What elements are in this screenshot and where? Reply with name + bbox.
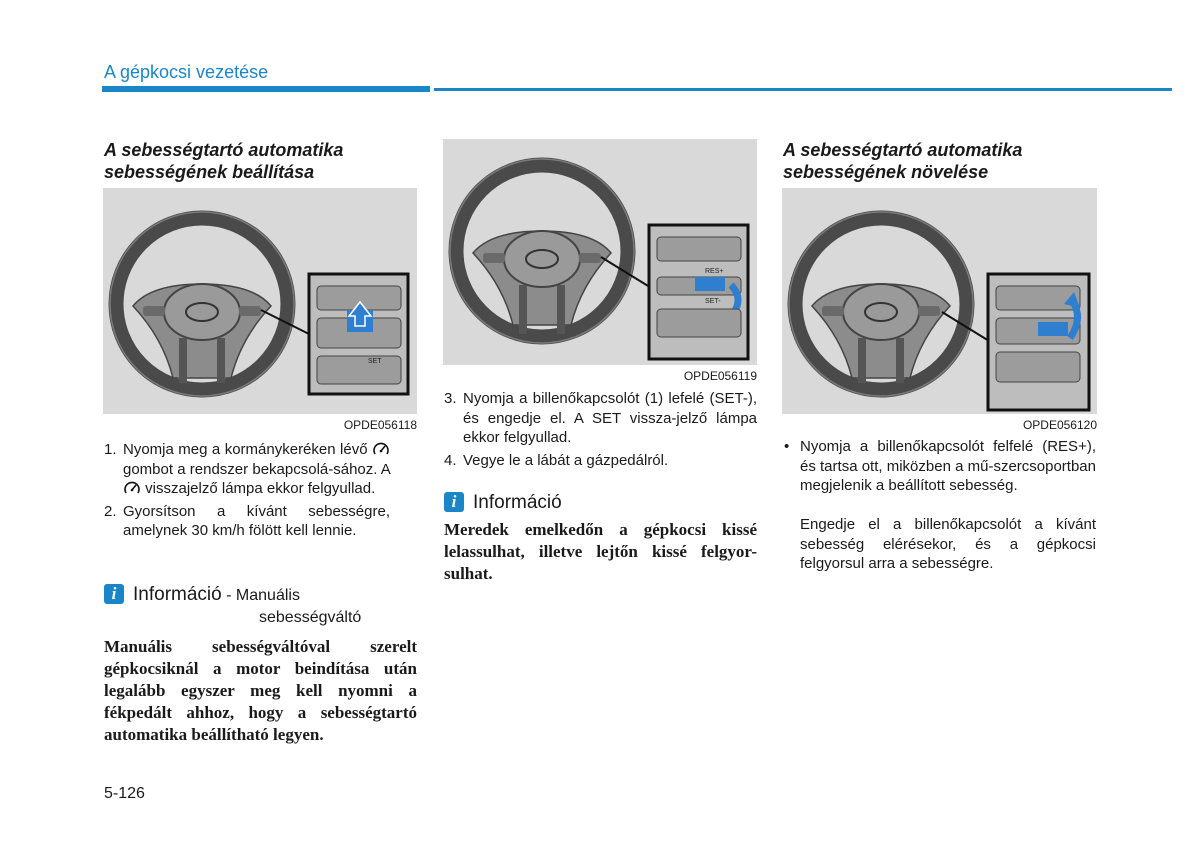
info-icon: i	[444, 492, 464, 512]
info-box-manual: i Információ - Manuális sebességváltó	[104, 584, 404, 627]
svg-text:SET-: SET-	[705, 298, 721, 305]
figure-code: OPDE056120	[1022, 418, 1097, 432]
cruise-speedometer-icon	[123, 480, 141, 496]
steering-wheel-illustration	[110, 212, 294, 396]
switch-panel-inset	[309, 274, 408, 394]
figure-code: OPDE056118	[343, 418, 417, 432]
svg-text:RES+: RES+	[705, 268, 724, 275]
figure-steering-wheel-res-plus	[782, 188, 1097, 414]
info-label: Információ	[133, 584, 222, 605]
info-body-manual: Manuális sebességváltóval szerelt gépkocsiknál a motor beindítása után legalább egyszer meg kell nyomni a fékpedált ahhoz, hogy a sebességtartó automatika beállítható legyen.	[104, 637, 417, 744]
bullet-list	[784, 437, 1096, 499]
info-icon: i	[104, 584, 124, 604]
figure-code: OPDE056119	[683, 369, 757, 383]
info-box-slope	[444, 492, 744, 514]
steering-wheel-illustration	[450, 159, 634, 343]
heading-speed-increase: A sebességtartó automatika sebességének növelése	[783, 140, 1023, 182]
paragraph-release: Engedje el a billenőkapcsolót a kívánt sebesség elérésekor, és a gépkocsi felgyorsul arra a sebességre.	[800, 516, 1096, 572]
list-item: 3. Nyomja a billenőkapcsolót (1) lefelé (SET-), és engedje el. A SET vissza-jelző lámpa ekkor felgyullad.	[444, 390, 757, 446]
switch-panel-inset	[649, 225, 748, 359]
steps-list-1	[104, 440, 390, 544]
header-rule-thin	[434, 88, 1172, 91]
list-item: 1. Nyomja meg a kormánykeréken lévő gombot a rendszer bekapcsolá-sához. A visszajelző lámpa ekkor felgyullad.	[104, 441, 390, 497]
figure-steering-wheel-set	[103, 188, 417, 414]
section-title: A gépkocsi vezetése	[104, 62, 269, 82]
info-label: Információ	[473, 492, 562, 513]
page-number: 5-126	[104, 785, 145, 802]
header-rule-thick	[102, 86, 430, 92]
cruise-speedometer-icon	[372, 441, 390, 457]
figure-steering-wheel-set-minus	[443, 139, 757, 365]
list-item: 2. Gyorsítson a kívánt sebességre, amelynek 30 km/h fölött kell lennie.	[104, 502, 390, 539]
steering-wheel-illustration	[789, 212, 973, 396]
list-item: • Nyomja a billenőkapcsolót felfelé (RES+), és tartsa ott, miközben a mű-szercsoportban megjelenik a beállított sebesség.	[784, 438, 1096, 494]
switch-panel-inset	[988, 274, 1089, 410]
list-item: 4. Vegye le a lábát a gázpedálról.	[444, 451, 669, 469]
steps-list-2	[444, 389, 757, 473]
heading-speed-set: A sebességtartó automatika sebességének beállítása	[104, 140, 344, 182]
svg-text:SET: SET	[368, 358, 382, 365]
info-body-slope: Meredek emelkedőn a gépkocsi kissé lelassulhat, illetve lejtőn kissé felgyor-sulhat.	[444, 520, 757, 583]
